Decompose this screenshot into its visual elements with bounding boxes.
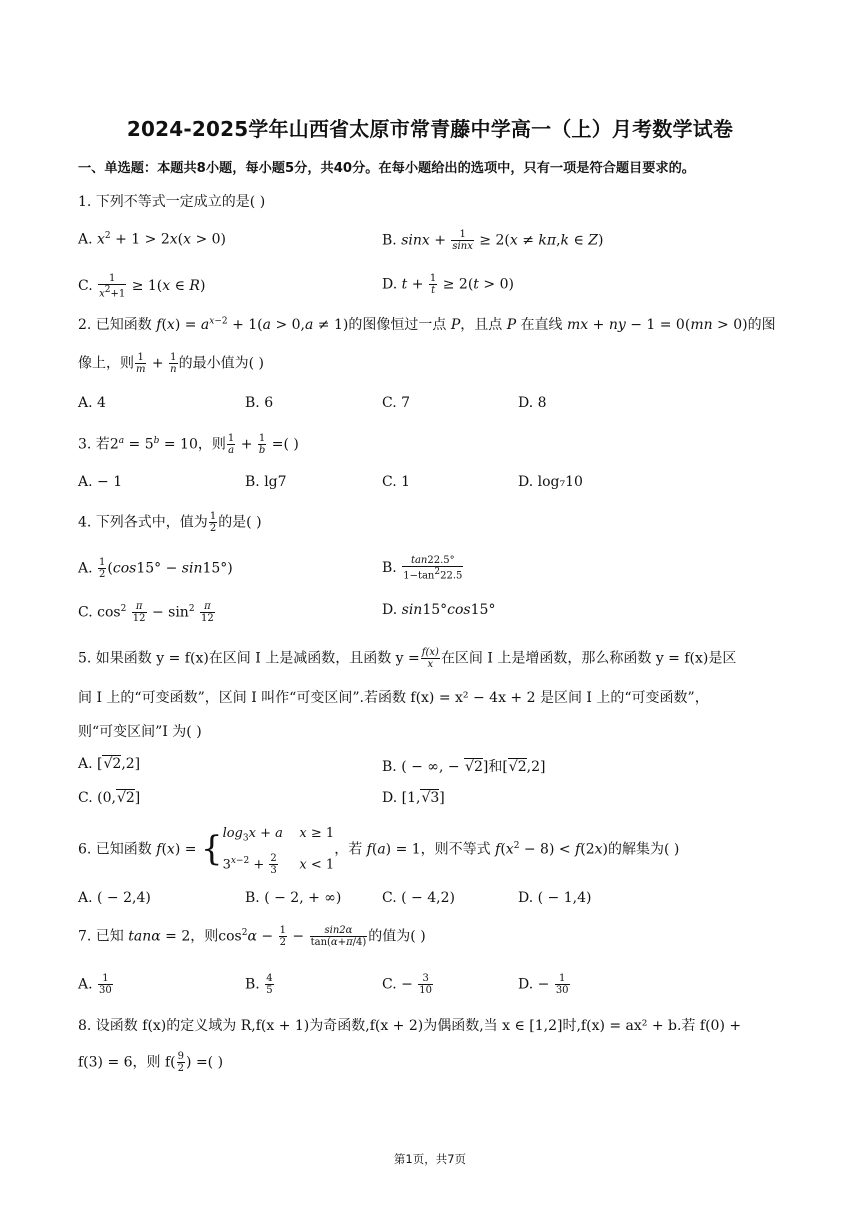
question-7-option-b: B. $\frac{4}{5}$ [245, 973, 273, 996]
question-2-line-1: 2. 已知函数 $f(x) = a^{x-2} + 1(a > 0,a \ne 1)$的图像恒过一点 P，且点 P 在直线 mx + ny − 1 = 0(mn > 0)的图 [78, 316, 776, 333]
q7-text-b: ，则 [190, 928, 219, 945]
q6-text-a: 6. 已知函数 [78, 841, 152, 858]
question-3-stem: 3. 若$2^a = 5^b = 10$，则 $\frac{1}{a}$ + $\frac{1}{b}$ =( ) [78, 433, 299, 456]
q5-text-b: 在区间 I 上是增函数，那么称函数 y = f(x)是区 [440, 650, 737, 667]
question-5-option-b: B. ( − ∞, − √2]和[√2,2] [382, 759, 546, 775]
question-8-line-2: f(3) = 6，则 f( $\frac{9}{2}$ ) =( ) [78, 1051, 224, 1074]
question-2-option-a: A. 4 [78, 395, 106, 411]
q2-text-a: 2. 已知函数 [78, 317, 152, 333]
question-7-option-d: D. − $\frac{1}{30}$ [518, 973, 569, 996]
question-4-option-a: A. $\frac{1}{2}$ (cos15° − sin15°) [78, 557, 233, 580]
q8-text-a: f(3) = 6，则 f( [78, 1054, 176, 1071]
question-4-option-b: B. $\frac{\tan 22.5^\circ}{1-\tan^222.5}$ [382, 555, 463, 582]
question-6-option-b: B. ( − 2, + ∞) [245, 890, 342, 906]
question-5-line-1: 5. 如果函数 y = f(x)在区间 I 上是减函数，且函数 y = $\frac{f(x)}{x}$ 在区间 I 上是增函数，那么称函数 y = f(x)是区 [78, 647, 737, 670]
question-3-option-b: B. lg7 [245, 474, 287, 490]
question-5-line-3: 则“可变区间”I 为( ) [78, 724, 202, 740]
question-4-option-d: D. sin15°cos15° [382, 602, 496, 618]
q7-text-c: 的值为( ) [368, 928, 426, 945]
question-5-option-c: C. (0,√2] [78, 790, 141, 806]
question-7-stem: 7. 已知 tanα = 2，则$\cos^2\alpha$ − $\frac{1}{2}$ − $\frac{\sin 2\alpha}{\tan(\alpha+\pi/4)}$ 的值为( ) [78, 925, 426, 948]
q4-text-b: 的是( ) [218, 514, 262, 531]
question-5-line-2: 间 I 上的“可变函数”，区间 I 叫作“可变区间”.若函数 f(x) = x² − 4x + 2 是区间 I 上的“可变函数”， [78, 690, 709, 706]
page-footer: 第1页，共7页 [393, 1152, 467, 1166]
q2-text-c: ，且点 [460, 317, 503, 333]
question-7-option-a: A. $\frac{1}{30}$ [78, 973, 112, 996]
q4-text-a: 4. 下列各式中，值为 [78, 514, 208, 531]
question-1-option-d: D. t + $\frac{1}{t}$ ≥ 2(t > 0) [382, 273, 514, 296]
question-5-option-d: D. [1,√3] [382, 790, 445, 806]
q3-text-a: 3. 若 [78, 436, 110, 453]
question-1-option-b: B. sinx + $\frac{1}{\sin x}$ ≥ 2(x ≠ kπ,k ∈ Z) [382, 229, 604, 252]
question-3-option-c: C. 1 [382, 474, 411, 490]
q2-text-f: 像上，则 [78, 355, 134, 372]
question-1-option-c: C. $\frac{1}{x^2+1}$ ≥ 1(x ∈ R) [78, 273, 206, 300]
q3-text-c: =( ) [271, 436, 299, 453]
q8-text-b: ) =( ) [186, 1054, 224, 1071]
question-2-option-c: C. 7 [382, 395, 411, 411]
question-5-option-a: A. [√2,2] [78, 756, 141, 772]
q6-text-c: 的解集为( ) [608, 841, 680, 858]
question-6-option-a: A. ( − 2,4) [78, 890, 151, 906]
question-4-stem: 4. 下列各式中，值为 $\frac{1}{2}$ 的是( ) [78, 511, 262, 534]
q2-text-b: 的图像恒过一点 [348, 317, 447, 333]
question-2-line-2: 像上，则 $\frac{1}{m}$ + $\frac{1}{n}$ 的最小值为( ) [78, 352, 264, 375]
question-4-option-c: C. $\cos^2$ $\frac{\pi}{12}$ − $\sin^2$ $\frac{\pi}{12}$ [78, 601, 214, 624]
q3-text-b: ，则 [197, 436, 226, 453]
q2-text-d: 在直线 [520, 317, 563, 333]
question-6-stem: 6. 已知函数 $f(x) = \{\log_3x + a$ x ≥ 1 $3^{x-2}$ + $\frac{2}{3}$ x < 1，若 f(a) = 1，则不等式 $f(x^2 - 8) < f(2x)$的解集为( ) [78, 826, 680, 876]
q5-text-a: 5. 如果函数 y = f(x)在区间 I 上是减函数，且函数 y = [78, 650, 420, 667]
question-1-stem: 1. 下列不等式一定成立的是( ) [78, 194, 266, 210]
q7-text-a: 7. 已知 [78, 928, 124, 945]
question-1-option-a: A. $x^2 + 1 > 2x(x > 0)$ [78, 231, 227, 248]
question-3-option-d: D. log₇10 [518, 474, 583, 490]
section-heading: 一、单选题：本题共8小题，每小题5分，共40分。在每小题给出的选项中，只有一项是符合题目要求的。 [78, 161, 695, 176]
question-2-option-b: B. 6 [245, 395, 274, 411]
question-8-line-1: 8. 设函数 f(x)的定义域为 R,f(x + 1)为奇函数,f(x + 2)为偶函数,当 x ∈ [1,2]时,f(x) = ax² + b.若 f(0) + [78, 1018, 742, 1034]
question-7-option-c: C. − $\frac{3}{10}$ [382, 973, 433, 996]
q2-text-e: 的图 [747, 317, 776, 333]
question-2-option-d: D. 8 [518, 395, 547, 411]
page-title: 2024-2025学年山西省太原市常青藤中学高一（上）月考数学试卷 [126, 117, 734, 141]
question-6-option-d: D. ( − 1,4) [518, 890, 592, 906]
question-6-option-c: C. ( − 4,2) [382, 890, 455, 906]
q6-text-b: ，若 [334, 841, 363, 858]
question-3-option-a: A. − 1 [78, 474, 123, 490]
q2-text-g: 的最小值为( ) [178, 355, 264, 372]
